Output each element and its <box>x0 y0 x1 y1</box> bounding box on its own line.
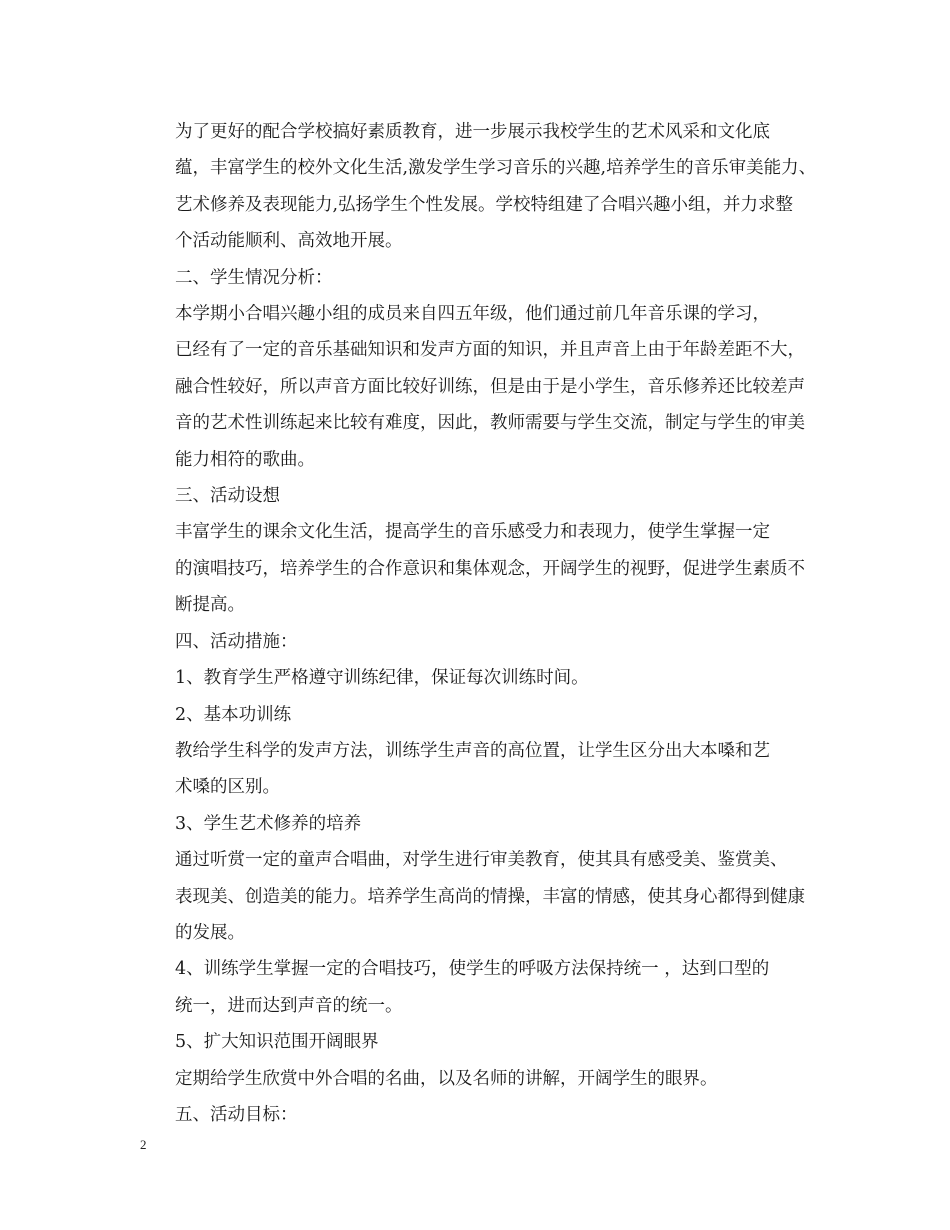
paragraph <box>140 1061 820 1097</box>
text-line: 的发展。 <box>175 922 245 943</box>
text-line: 本学期小合唱兴趣小组的成员来自四五年级，他们通过前几年音乐课的学习， <box>175 304 770 325</box>
text-line: 定期给学生欣赏中外合唱的名曲，以及名师的讲解，开阔学生的眼界。 <box>175 1068 718 1089</box>
page-number: 2 <box>140 1137 147 1152</box>
text-line: 1、教育学生严格遵守训练纪律，保证每次训练时间。 <box>175 668 589 689</box>
text-line: 3、学生艺术修养的培养 <box>175 813 362 834</box>
text-line: 四、活动措施： <box>175 631 298 652</box>
text-line: 二、学生情况分析： <box>175 267 333 288</box>
text-line: 断提高。 <box>175 595 245 616</box>
text-line: 蕴，丰富学生的校外文化生活,激发学生学习音乐的兴趣,培养学生的音乐审美能力、 <box>175 158 817 179</box>
text-line: 教给学生科学的发声方法，训练学生声音的高位置，让学生区分出大本嗓和艺 <box>175 740 770 761</box>
paragraph <box>140 114 820 260</box>
paragraph <box>140 842 820 951</box>
paragraph <box>140 478 820 514</box>
text-line: 融合性较好，所以声音方面比较好训练，但是由于是小学生，音乐修养还比较差声 <box>175 376 805 397</box>
text-line: 2、基本功训练 <box>175 704 292 725</box>
text-line: 艺术修养及表现能力,弘扬学生个性发展。学校特组建了合唱兴趣小组，并力求整 <box>175 194 794 215</box>
paragraph <box>140 260 820 296</box>
text-line: 为了更好的配合学校搞好素质教育，进一步展示我校学生的艺术风采和文化底 <box>175 122 770 142</box>
text-line: 三、活动设想 <box>175 486 280 507</box>
paragraph <box>140 624 820 660</box>
text-line: 五、活动目标： <box>175 1104 298 1125</box>
paragraph <box>140 1024 820 1060</box>
text-line: 已经有了一定的音乐基础知识和发声方面的知识，并且声音上由于年龄差距不大， <box>175 340 805 361</box>
paragraph <box>140 806 820 842</box>
paragraph <box>140 514 820 623</box>
text-line: 丰富学生的课余文化生活，提高学生的音乐感受力和表现力，使学生掌握一定 <box>175 522 770 543</box>
text-line: 通过听赏一定的童声合唱曲，对学生进行审美教育，使其具有感受美、鉴赏美、 <box>175 850 788 871</box>
text-line: 的演唱技巧，培养学生的合作意识和集体观念，开阔学生的视野，促进学生素质不 <box>175 558 805 579</box>
paragraph <box>140 697 820 733</box>
text-line: 能力相符的歌曲。 <box>175 449 315 470</box>
text-line: 表现美、创造美的能力。培养学生高尚的情操，丰富的情感，使其身心都得到健康 <box>175 886 805 907</box>
paragraph <box>140 296 820 478</box>
paragraph <box>140 1097 820 1133</box>
text-line: 4、训练学生掌握一定的合唱技巧，使学生的呼吸方法保持统一 ，达到口型的 <box>175 959 770 980</box>
text-line: 统一，进而达到声音的统一。 <box>175 995 403 1016</box>
paragraph <box>140 951 820 1024</box>
text-line: 个活动能顺利、高效地开展。 <box>175 231 403 252</box>
paragraph <box>140 733 820 806</box>
paragraph <box>140 660 820 696</box>
text-line: 音的艺术性训练起来比较有难度，因此，教师需要与学生交流，制定与学生的审美 <box>175 413 805 434</box>
text-line: 5、扩大知识范围开阔眼界 <box>175 1032 379 1053</box>
document-body <box>140 114 820 1133</box>
text-line: 术嗓的区别。 <box>175 777 280 798</box>
